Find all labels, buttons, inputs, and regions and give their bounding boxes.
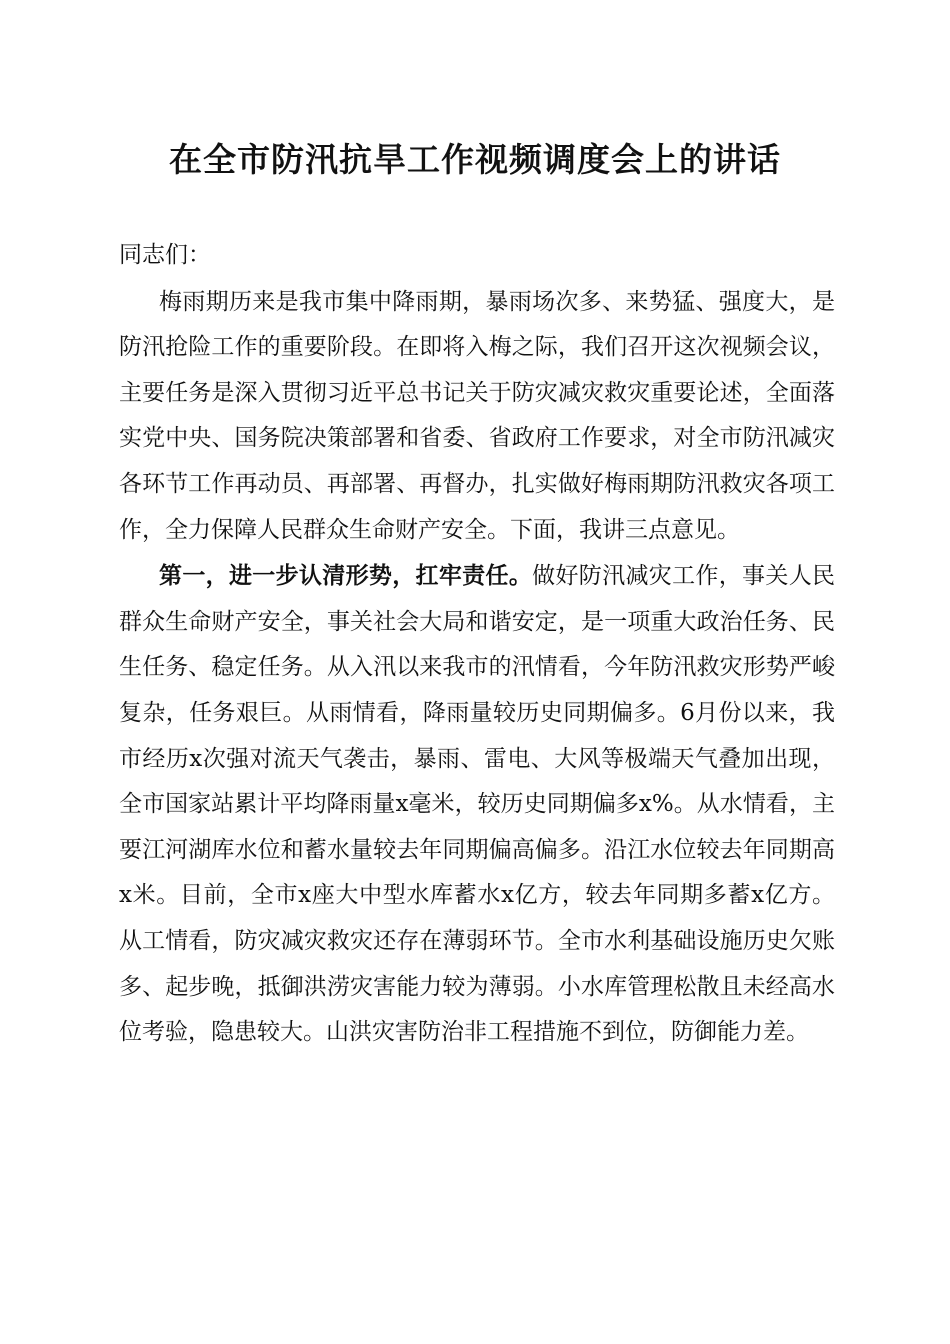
paragraph-lead: 第一，进一步认清形势，扛牢责任。	[159, 562, 533, 590]
paragraph-first-point	[119, 553, 835, 1056]
paragraph-intro	[119, 279, 835, 554]
salutation: 同志们：	[119, 242, 211, 268]
document-body	[119, 233, 835, 1056]
document-title: 在全市防汛抗旱工作视频调度会上的讲话	[169, 140, 781, 179]
paragraph-text: 梅雨期历来是我市集中降雨期，暴雨场次多、来势猛、强度大，是防汛抢险工作的重要阶段。在即将入梅之际，我们召开这次视频会议，主要任务是深入贯彻习近平总书记关于防灾减灾救灾重要论述，全面落实党中央、国务院决策部署和省委、省政府工作要求，对全市防汛减灾各环节工作再动员、再部署、再督办，扎实做好梅雨期防汛救灾各项工作，全力保障人民群众生命财产安全。下面，我讲三点意见。	[119, 288, 835, 543]
paragraph-text: 做好防汛减灾工作，事关人民群众生命财产安全，事关社会大局和谐安定，是一项重大政治任务、民生任务、稳定任务。从入汛以来我市的汛情看，今年防汛救灾形势严峻复杂，任务艰巨。从雨情看，降雨量较历史同期偏多。6月份以来，我市经历x次强对流天气袭击，暴雨、雷电、大风等极端天气叠加出现，全市国家站累计平均降雨量x毫米，较历史同期偏多x%。从水情看，主要江河湖库水位和蓄水量较去年同期偏高偏多。沿江水位较去年同期高x米。目前，全市x座大中型水库蓄水x亿方，较去年同期多蓄x亿方。从工情看，防灾减灾救灾还存在薄弱环节。全市水利基础设施历史欠账多、起步晚，抵御洪涝灾害能力较为薄弱。小水库管理松散且未经高水位考验，隐患较大。山洪灾害防治非工程措施不到位，防御能力差。	[119, 563, 836, 1046]
